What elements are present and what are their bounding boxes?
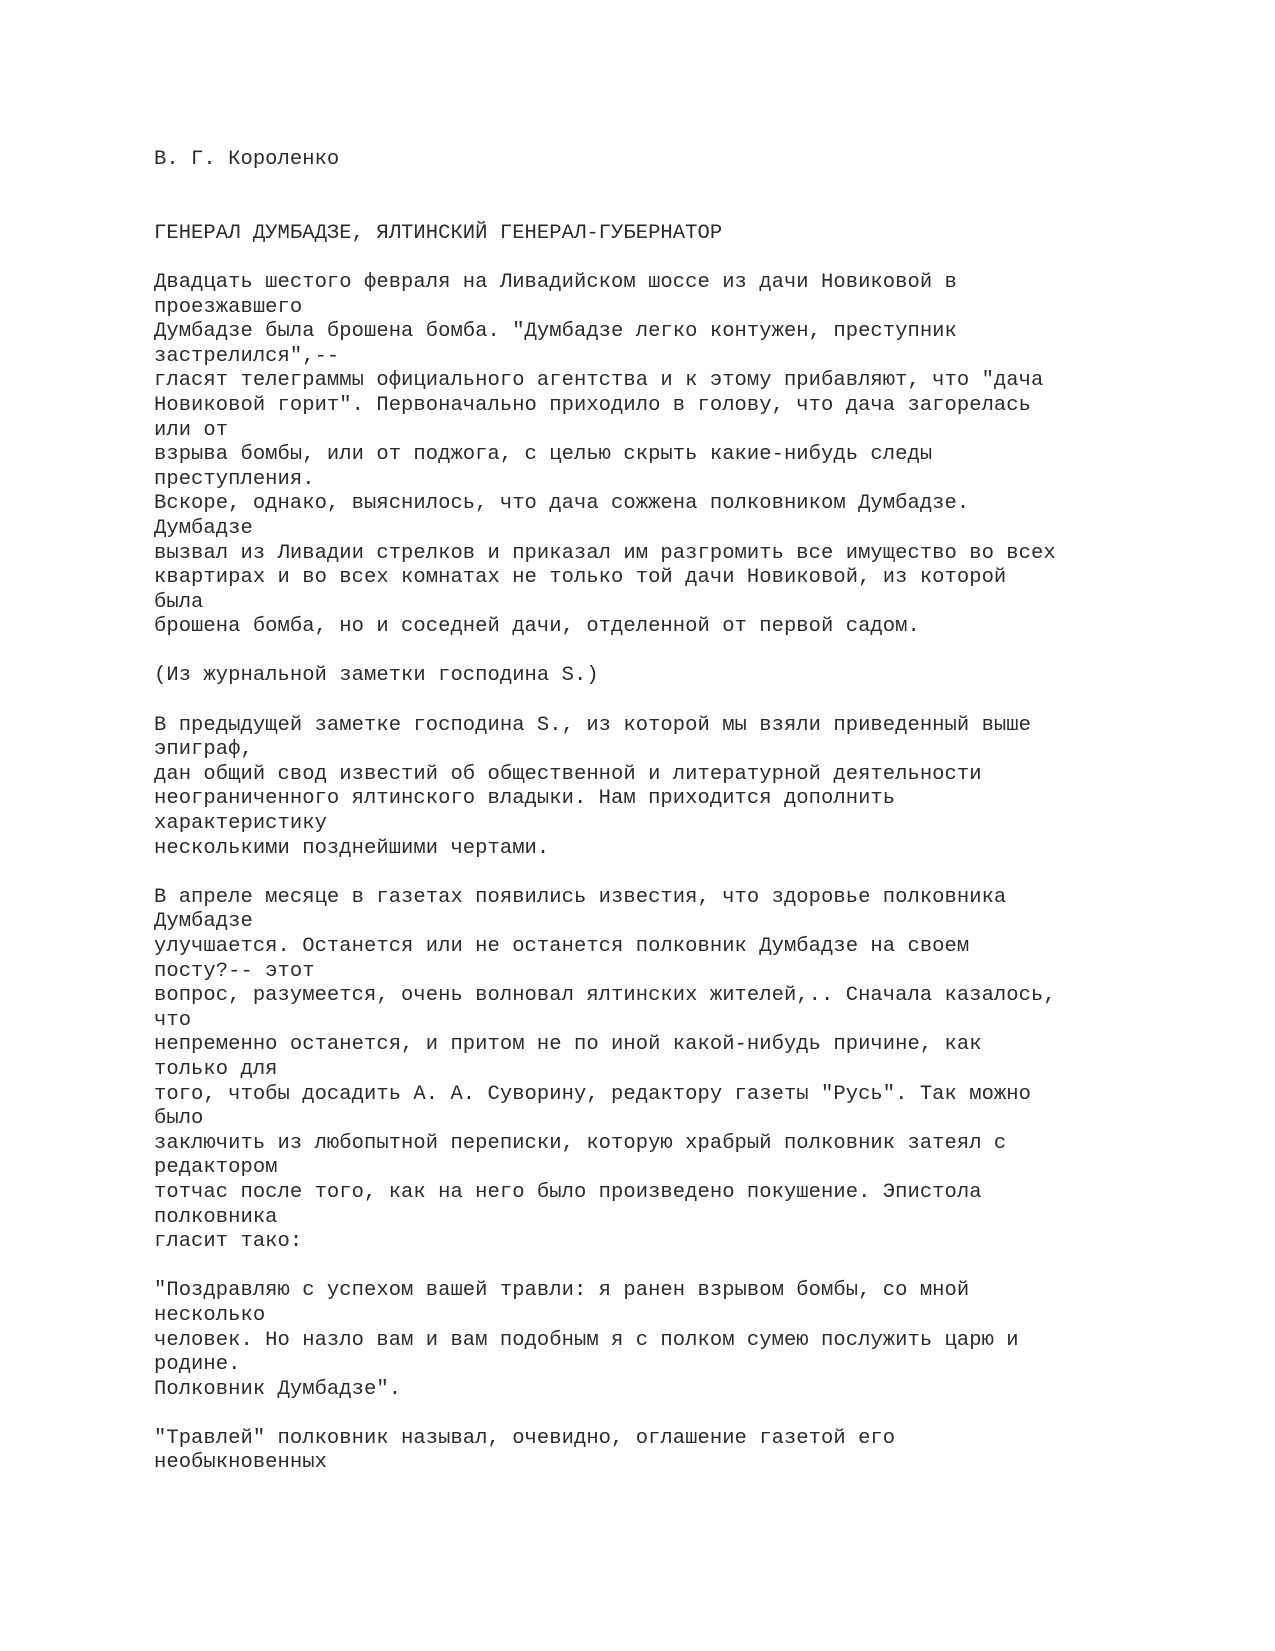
epigraph-line: Думбадзе xyxy=(154,516,253,540)
paragraph-line: эпиграф, xyxy=(154,738,253,762)
paragraph-line: дан общий свод известий об общественной и литературной деятельности xyxy=(154,762,982,786)
paragraph-line: Думбадзе xyxy=(154,910,253,934)
epigraph-line: была xyxy=(154,590,204,614)
spacer xyxy=(154,1402,1234,1427)
quote-line: Полковник Думбадзе". xyxy=(154,1377,402,1401)
paragraph-line: полковника xyxy=(154,1205,278,1229)
paragraph-line: что xyxy=(154,1008,192,1032)
paragraph-line: "Травлей" полковник называл, очевидно, оглашение газетой его xyxy=(154,1426,896,1450)
epigraph-line: вызвал из Ливадии стрелков и приказал им разгромить все имущество во всех xyxy=(154,541,1056,565)
paragraph-line: заключить из любопытной переписки, которую храбрый полковник затеял с xyxy=(154,1131,1007,1155)
epigraph-line: проезжавшего xyxy=(154,295,303,319)
quote-line: несколько xyxy=(154,1303,266,1327)
spacer xyxy=(154,689,1234,714)
paragraph-line: В апреле месяце в газетах появились известия, что здоровье полковника xyxy=(154,885,1007,909)
epigraph-line: взрыва бомбы, или от поджога, с целью скрыть какие-нибудь следы xyxy=(154,443,933,467)
paragraph-line: необыкновенных xyxy=(154,1451,327,1475)
epigraph-line: квартирах и во всех комнатах не только той дачи Новиковой, из которой xyxy=(154,566,1007,590)
paragraph-line: В предыдущей заметке господина S., из которой мы взяли приведенный выше xyxy=(154,713,1031,737)
quote-line: человек. Но назло вам и вам подобным я с полком сумею послужить царю и xyxy=(154,1328,1019,1352)
spacer xyxy=(154,1255,1234,1280)
paragraph-line: улучшается. Останется или не останется полковник Думбадзе на своем xyxy=(154,935,970,958)
author-line: В. Г. Короленко xyxy=(154,148,340,171)
epigraph-line: гласят телеграммы официального агентства и к этому прибавляют, что "дача xyxy=(154,369,1044,393)
paragraph-line: редактором xyxy=(154,1156,278,1180)
spacer xyxy=(154,173,1234,222)
document-title: ГЕНЕРАЛ ДУМБАДЗЕ, ЯЛТИНСКИЙ ГЕНЕРАЛ-ГУБЕРНАТОР xyxy=(154,221,723,245)
document-text xyxy=(154,148,1234,1476)
epigraph-line: Вскоре, однако, выяснилось, что дача сожжена полковником Думбадзе. xyxy=(154,492,970,516)
quote-line: "Поздравляю с успехом вашей травли: я ранен взрывом бомбы, со мной xyxy=(154,1279,970,1303)
paragraph-3 xyxy=(154,1427,1234,1476)
epigraph xyxy=(154,271,1234,640)
paragraph-line: гласит тако: xyxy=(154,1230,303,1254)
paragraph-2 xyxy=(154,886,1234,1255)
paragraph-line: непременно останется, и притом не по иной какой-нибудь причине, как xyxy=(154,1033,982,1057)
epigraph-line: или от xyxy=(154,418,229,442)
epigraph-line: брошена бомба, но и соседней дачи, отделенной от первой садом. xyxy=(154,615,920,639)
epigraph-line: Думбадзе была брошена бомба. "Думбадзе легко контужен, преступник xyxy=(154,320,957,344)
paragraph-line: неограниченного ялтинского владыки. Нам приходится дополнить xyxy=(154,787,896,811)
paragraph-line: только для xyxy=(154,1057,278,1081)
paragraph-line: тотчас после того, как на него было произведено покушение. Эпистола xyxy=(154,1180,982,1204)
epigraph-source: (Из журнальной заметки господина S.) xyxy=(154,664,599,688)
paragraph-line: было xyxy=(154,1107,204,1131)
epigraph-line: преступления. xyxy=(154,467,315,491)
paragraph-line: вопрос, разумеется, очень волновал ялтинских жителей,.. Сначала казалось, xyxy=(154,984,1056,1008)
epigraph-line: Новиковой горит". Первоначально приходило в голову, что дача загорелась xyxy=(154,393,1031,417)
paragraph-1 xyxy=(154,714,1234,862)
spacer xyxy=(154,861,1234,886)
telegram-quote xyxy=(154,1279,1234,1402)
paragraph-line: посту?-- этот xyxy=(154,959,315,983)
paragraph-line: несколькими позднейшими чертами. xyxy=(154,836,550,860)
paragraph-line: характеристику xyxy=(154,812,327,836)
spacer xyxy=(154,640,1234,665)
quote-line: родине. xyxy=(154,1353,241,1377)
spacer xyxy=(154,246,1234,271)
epigraph-line: застрелился",-- xyxy=(154,344,340,368)
epigraph-line: Двадцать шестого февраля на Ливадийском шоссе из дачи Новиковой в xyxy=(154,270,957,294)
paragraph-line: того, чтобы досадить А. А. Суворину, редактору газеты "Русь". Так можно xyxy=(154,1082,1031,1106)
